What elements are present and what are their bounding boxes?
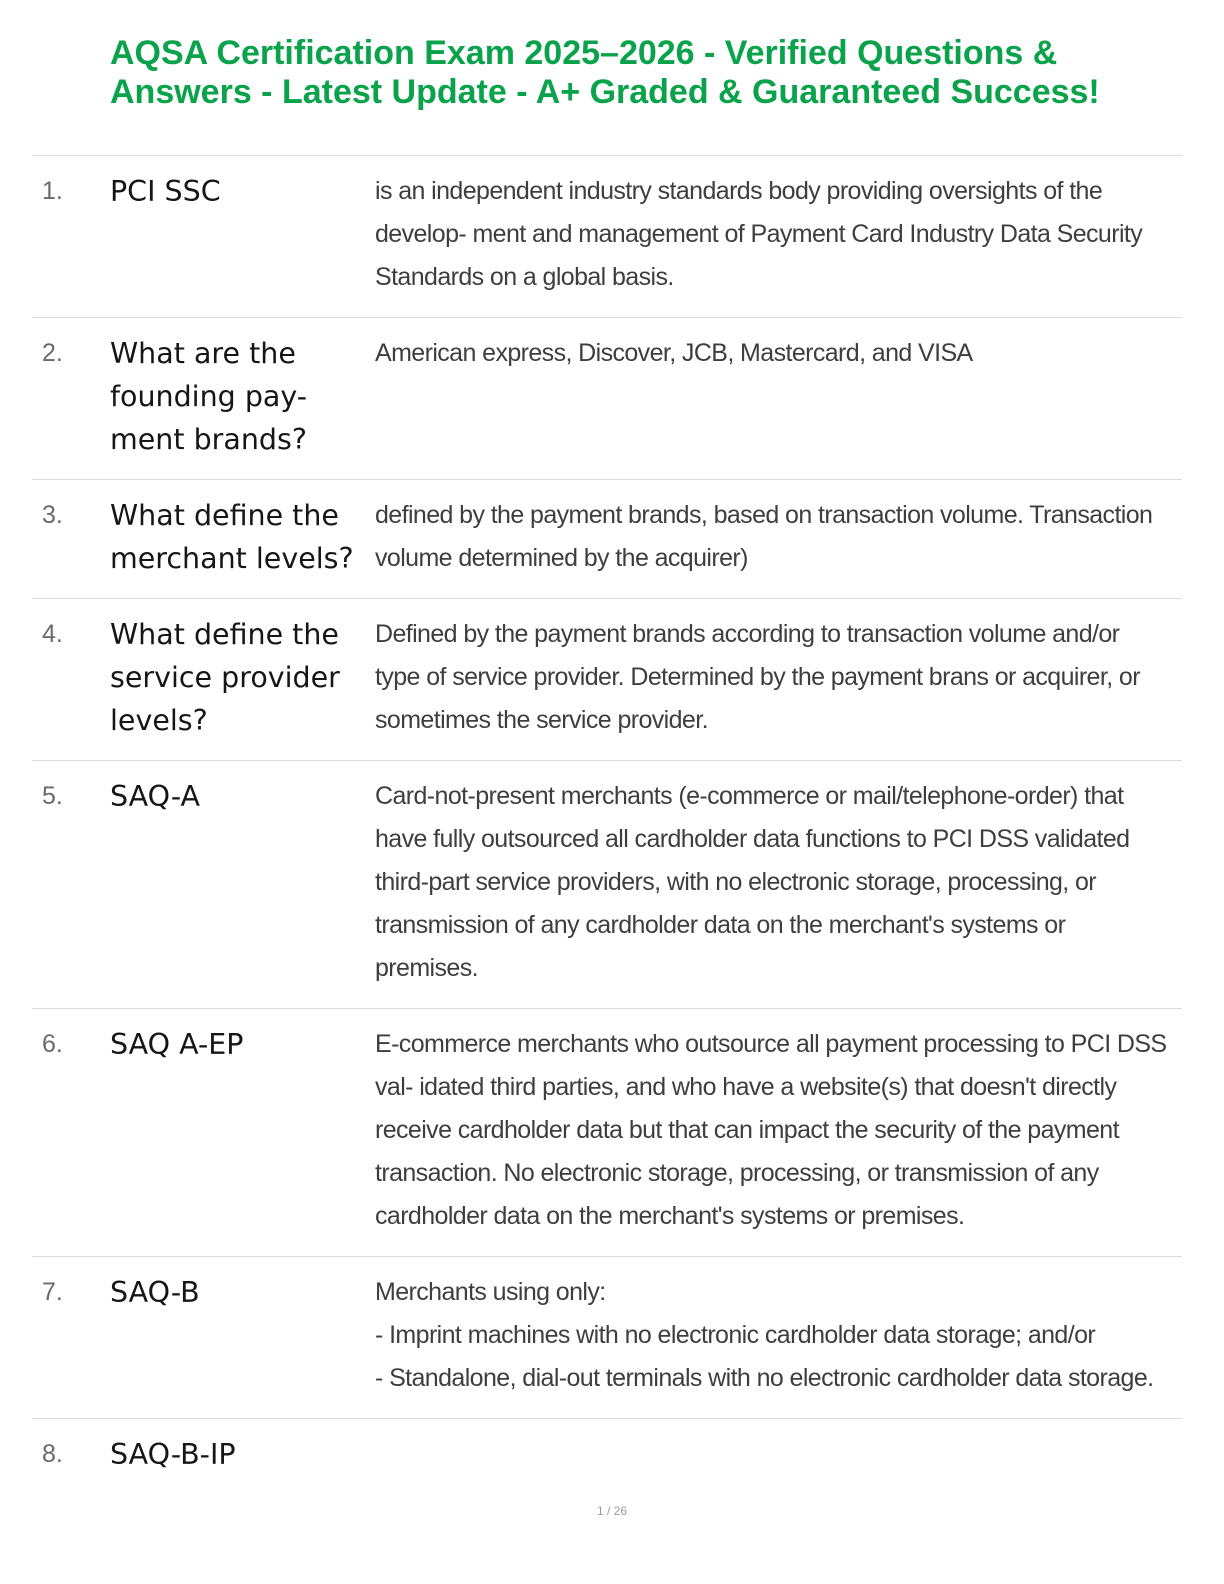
item-definition: Defined by the payment brands according to transaction volume and/or type of service provider. Determined by the payment brans or acquirer, or sometimes the service provider. xyxy=(375,620,1140,734)
item-term: SAQ A-EP xyxy=(110,1028,244,1061)
qa-row xyxy=(32,598,1182,760)
item-number: 8. xyxy=(42,1440,63,1468)
item-number: 7. xyxy=(42,1278,63,1306)
item-term: What define the service provider levels? xyxy=(110,618,340,737)
qa-list xyxy=(32,155,1182,1494)
qa-row xyxy=(32,760,1182,1008)
item-definition: American express, Discover, JCB, Mastercard, and VISA xyxy=(375,339,973,367)
qa-row xyxy=(32,1008,1182,1256)
item-definition: E-commerce merchants who outsource all payment processing to PCI DSS val- idated third parties, and who have a website(s) that doesn't directly receive cardholder data but that can impact the security of the payment transaction. No electronic storage, processing, or transmission of any cardholder data on the merchant's systems or premises. xyxy=(375,1030,1167,1230)
qa-row xyxy=(32,1418,1182,1494)
item-term: PCI SSC xyxy=(110,175,221,208)
qa-row xyxy=(32,317,1182,479)
item-definition: defined by the payment brands, based on transaction volume. Transaction volume determined by the acquirer) xyxy=(375,501,1153,572)
item-definition: Card-not-present merchants (e-commerce or mail/telephone-order) that have fully outsourced all cardholder data functions to PCI DSS validated third-part service providers, with no electronic storage, processing, or transmission of any cardholder data on the merchant's systems or premises. xyxy=(375,782,1130,982)
item-number: 2. xyxy=(42,339,63,367)
item-term: What are the founding pay- ment brands? xyxy=(110,337,308,456)
item-term: SAQ-B xyxy=(110,1276,200,1309)
item-number: 5. xyxy=(42,782,63,810)
qa-row xyxy=(32,155,1182,317)
item-term: What define the merchant levels? xyxy=(110,499,354,575)
item-number: 4. xyxy=(42,620,63,648)
item-number: 6. xyxy=(42,1030,63,1058)
item-term: SAQ-A xyxy=(110,780,200,813)
document-title: AQSA Certification Exam 2025–2026 - Verified Questions & Answers - Latest Update - A+ Graded & Guaranteed Success! xyxy=(110,34,1100,111)
item-definition: Merchants using only: - Imprint machines with no electronic cardholder data storage; and/or - Standalone, dial-out terminals with no electronic cardholder data storage. xyxy=(375,1278,1154,1392)
item-definition xyxy=(375,1433,1182,1476)
qa-row xyxy=(32,1256,1182,1418)
item-term: SAQ-B-IP xyxy=(110,1438,236,1471)
item-definition: is an independent industry standards body providing oversights of the develop- ment and management of Payment Card Industry Data Security Standards on a global basis. xyxy=(375,177,1143,291)
item-number: 1. xyxy=(42,177,63,205)
qa-row xyxy=(32,479,1182,598)
page-indicator: 1 / 26 xyxy=(596,1504,628,1518)
item-number: 3. xyxy=(42,501,63,529)
